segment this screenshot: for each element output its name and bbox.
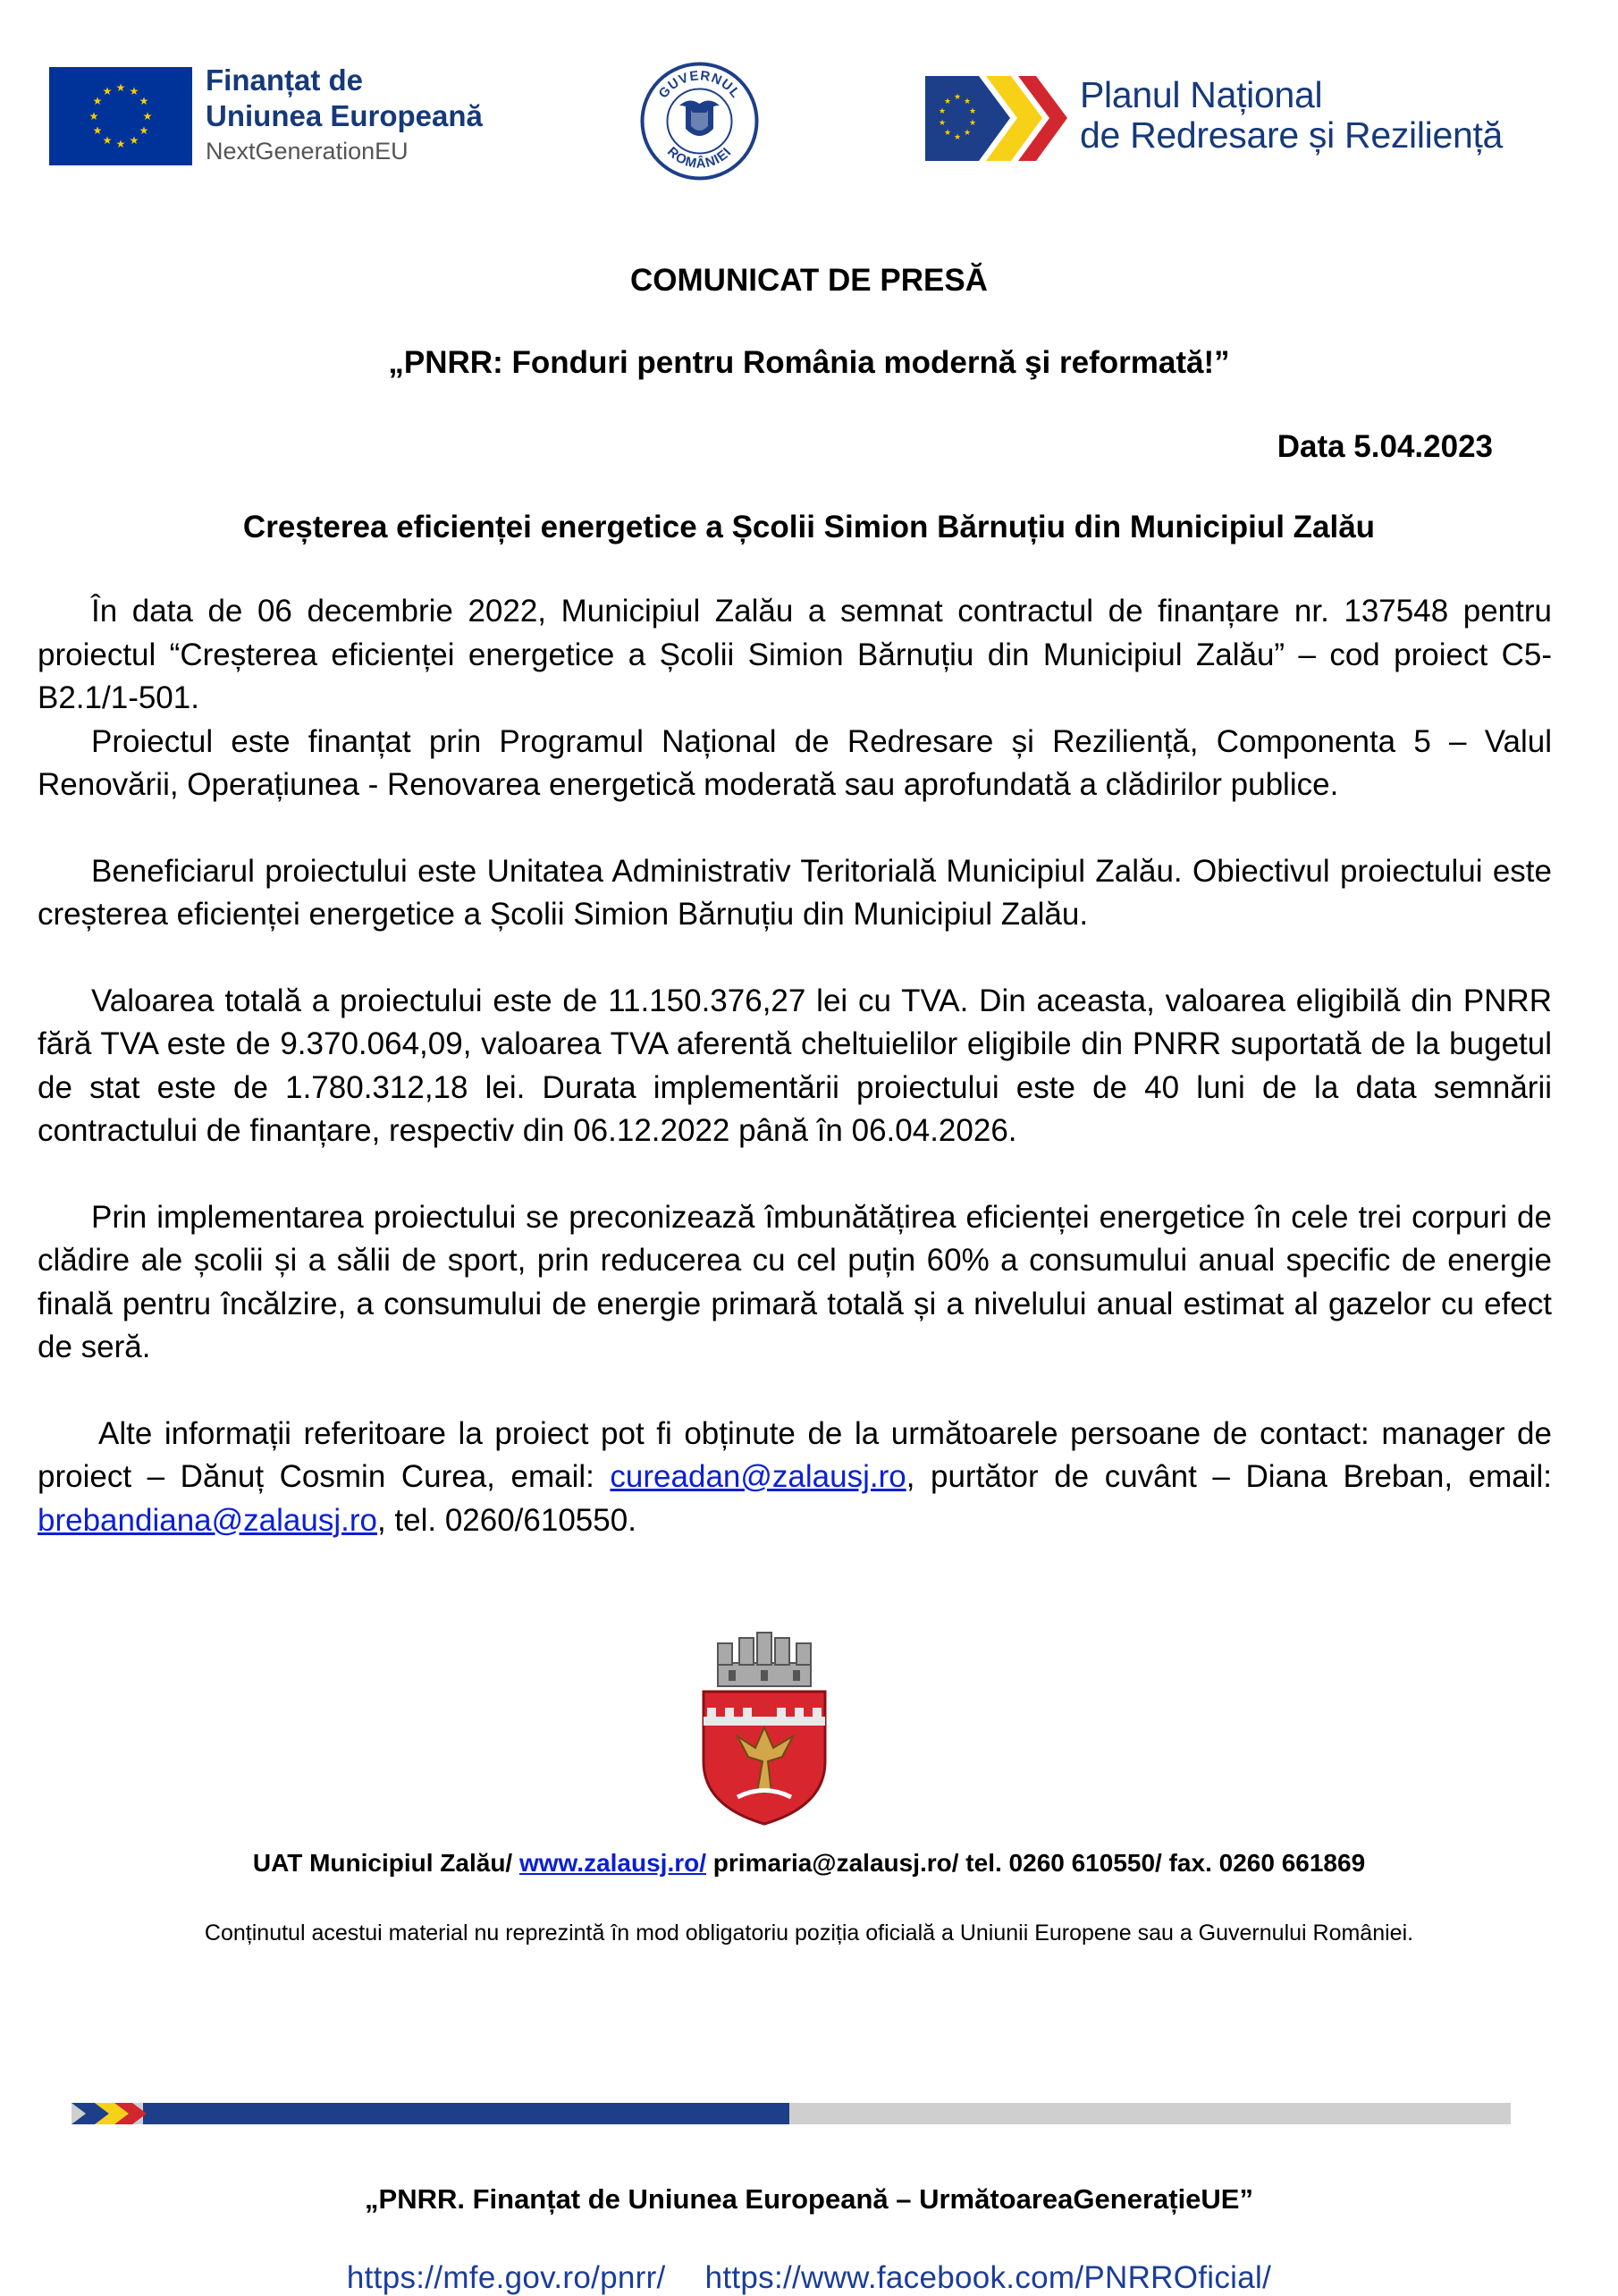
footer-link-mfe[interactable]: https://mfe.gov.ro/pnrr/ — [346, 2260, 666, 2295]
eu-label-line2: Uniunea Europeană — [206, 99, 483, 132]
pnrr-slogan: „PNRR: Fonduri pentru România modernă şi reformată!” — [388, 345, 1230, 380]
eu-funding-label — [206, 63, 527, 168]
svg-text:★: ★ — [968, 107, 977, 116]
svg-text:★: ★ — [115, 138, 126, 150]
email-link-spokesperson[interactable]: brebandiana@zalausj.ro — [38, 1502, 377, 1538]
footer-website-link[interactable]: www.zalausj.ro/ — [519, 1849, 707, 1877]
svg-text:★: ★ — [953, 93, 962, 102]
pnrr-logo-icon — [925, 76, 1068, 161]
svg-text:★: ★ — [968, 119, 977, 128]
svg-text:★: ★ — [963, 97, 972, 106]
eu-label-line1: Finanțat de — [206, 63, 364, 97]
eu-flag-icon — [49, 67, 192, 165]
svg-text:ROMÂNIEI: ROMÂNIEI — [664, 144, 735, 172]
svg-text:★: ★ — [938, 119, 947, 128]
eu-label-line3: NextGenerationEU — [206, 138, 409, 165]
release-date: Data 5.04.2023 — [1277, 429, 1493, 464]
svg-text:★: ★ — [92, 124, 103, 137]
footer-contact-line — [0, 1849, 1618, 1878]
footer-stripe-bar — [72, 2099, 1511, 2128]
svg-text:★: ★ — [139, 95, 149, 107]
svg-text:★: ★ — [129, 134, 139, 147]
svg-text:★: ★ — [88, 110, 99, 122]
disclaimer: Conținutul acestui material nu reprezintă în mod obligatoriu poziția oficială a Uniunii Europene sau a Guvernului României. — [204, 1920, 1414, 1946]
footer-slogan: „PNRR. Finanțat de Uniunea Europeană – UrmătoareaGenerațieUE” — [365, 2183, 1253, 2215]
paragraph-beneficiary: Beneficiarul proiectului este Unitatea Administrativ Teritorială Municipiul Zalău. Obiectivul proiectului este creșterea eficienței energetice a Școlii Simion Bărnuțiu din Municipiul Zalău. — [38, 853, 1552, 932]
svg-text:★: ★ — [963, 129, 972, 138]
svg-text:★: ★ — [102, 85, 113, 97]
footer-contact-prefix: UAT Municipiul Zalău/ — [252, 1849, 519, 1877]
svg-text:★: ★ — [129, 85, 139, 97]
zalau-coat-of-arms-icon — [693, 1627, 836, 1828]
guvernul-romaniei-seal-icon — [639, 61, 760, 181]
paragraph-value: Valoarea totală a proiectului este de 11.150.376,27 lei cu TVA. Din aceasta, valoarea eligibilă din PNRR fără TVA este de 9.370.064,09, valoarea TVA aferentă cheltuielilor eligibile din PNRR suportată de la bugetul de stat este de 1.780.312,18 lei. Durata implementării proiectului este de 40 luni de la data semnării contractului de finanțare, respectiv din 06.12.2022 până în 06.04.2026. — [38, 983, 1552, 1148]
svg-text:★: ★ — [943, 129, 952, 138]
email-link-project-manager[interactable]: cureadan@zalausj.ro — [610, 1459, 906, 1494]
svg-text:★: ★ — [115, 81, 126, 94]
pnrr-title — [1080, 75, 1580, 156]
contacts-text-3: , tel. 0260/610550. — [376, 1502, 636, 1538]
svg-text:★: ★ — [139, 124, 149, 137]
press-release-title: COMUNICAT DE PRESĂ — [630, 263, 988, 298]
footer-contact-suffix: primaria@zalausj.ro/ tel. 0260 610550/ fax. 0260 661869 — [706, 1849, 1366, 1877]
contacts-text-1: Alte informații referitoare la proiect pot fi obținute de la următoarele persoane de contact: manager de proiect – Dănuț Cosmin Curea, email: — [38, 1415, 1552, 1494]
svg-text:GUVERNUL: GUVERNUL — [655, 68, 744, 102]
footer-link-facebook[interactable]: https://www.facebook.com/PNRROficial/ — [704, 2260, 1272, 2295]
pnrr-title-line1: Planul Național — [1080, 74, 1323, 115]
footer-links — [0, 2260, 1618, 2296]
project-title: Creșterea eficienței energetice a Școlii Simion Bărnuțiu din Municipiul Zalău — [242, 510, 1376, 544]
svg-text:★: ★ — [92, 95, 103, 107]
paragraph-contacts — [38, 1413, 1552, 1543]
svg-text:★: ★ — [953, 133, 962, 142]
pnrr-title-line2: de Redresare și Reziliență — [1080, 114, 1504, 156]
svg-text:★: ★ — [938, 107, 947, 116]
contacts-text-2: , purtător de cuvânt – Diana Breban, email: — [906, 1459, 1552, 1494]
svg-text:★: ★ — [943, 97, 952, 106]
svg-text:★: ★ — [142, 110, 153, 122]
press-release-body — [38, 590, 1552, 1542]
svg-text:★: ★ — [102, 134, 113, 147]
paragraph-outcomes: Prin implementarea proiectului se preconizează îmbunătățirea eficienței energetice în cele trei corpuri de clădire ale școlii și a sălii de sport, prin reducerea cu cel puțin 60% a consumului anual specific de energie finală pentru încălzire, a consumului de energie primară totală și a nivelului anual estimat al gazelor cu efect de seră. — [38, 1199, 1552, 1364]
paragraph-financing: Proiectul este finanțat prin Programul Național de Redresare și Reziliență, Componenta 5 – Valul Renovării, Operațiunea - Renovarea energetică moderată sau aprofundată a clădirilor publice. — [38, 723, 1552, 802]
paragraph-contract: În data de 06 decembrie 2022, Municipiul Zalău a semnat contractul de finanțare nr. 137548 pentru proiectul “Creșterea eficienței energetice a Școlii Simion Bărnuțiu din Municipiul Zalău” – cod proiect C5-B2.1/1-501. — [38, 594, 1552, 715]
